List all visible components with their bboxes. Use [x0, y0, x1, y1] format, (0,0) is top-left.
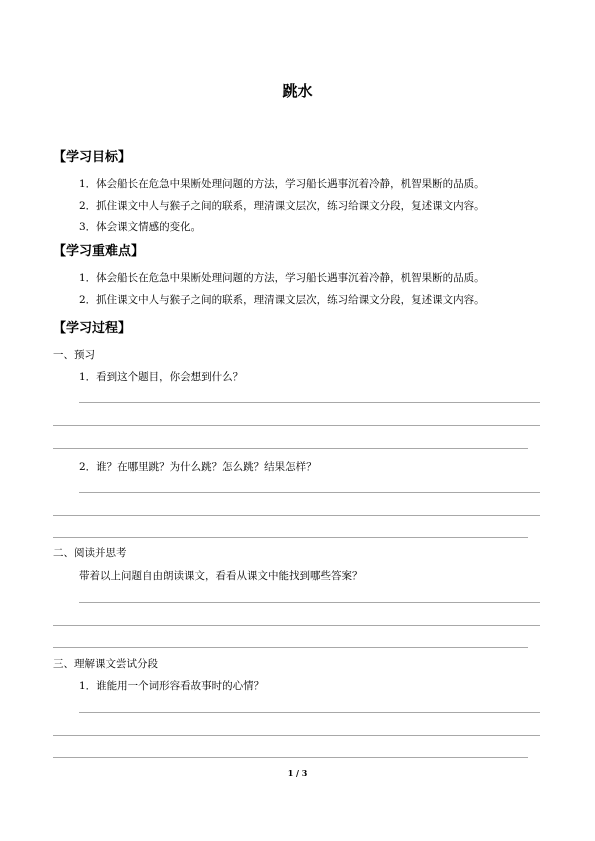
answer-line[interactable]	[53, 625, 540, 626]
answer-line[interactable]	[53, 448, 528, 449]
answer-line[interactable]	[53, 647, 528, 648]
key-points-heading: 【学习重难点】	[53, 244, 145, 259]
key-point-item-1: 1．体会船长在危急中果断处理问题的方法，学习船长遇事沉着冷静，机智果断的品质。	[79, 272, 485, 284]
objective-item-1: 1．体会船长在危急中果断处理问题的方法，学习船长遇事沉着冷静，机智果断的品质。	[79, 178, 485, 190]
section-2-label: 二、阅读并思考	[53, 547, 127, 559]
page-title: 跳水	[282, 82, 313, 100]
process-heading: 【学习过程】	[53, 321, 132, 336]
section-3-label: 三、理解课文尝试分段	[53, 658, 158, 670]
answer-line[interactable]	[53, 537, 528, 538]
section-2-text: 带着以上问题自由朗读课文，看看从课文中能找到哪些答案？	[79, 570, 363, 582]
answer-line[interactable]	[79, 402, 540, 403]
answer-line[interactable]	[79, 602, 540, 603]
objectives-heading: 【学习目标】	[53, 150, 132, 165]
answer-line[interactable]	[53, 757, 528, 758]
section-1-question-2: 2．谁？在哪里跳？为什么跳？怎么跳？结果怎样？	[79, 461, 317, 473]
answer-line[interactable]	[53, 735, 540, 736]
answer-line[interactable]	[53, 515, 540, 516]
section-3-question-1: 1．谁能用一个词形容看故事时的心情？	[79, 680, 265, 692]
section-1-label: 一、预习	[53, 349, 95, 361]
section-1-question-1: 1．看到这个题目，你会想到什么？	[79, 371, 244, 383]
page-number: 1 / 3	[287, 768, 308, 778]
objective-item-3: 3．体会课文情感的变化。	[79, 221, 202, 233]
objective-item-2: 2．抓住课文中人与猴子之间的联系，理清课文层次，练习给课文分段，复述课文内容。	[79, 200, 485, 212]
key-point-item-2: 2．抓住课文中人与猴子之间的联系，理清课文层次，练习给课文分段，复述课文内容。	[79, 294, 485, 306]
answer-line[interactable]	[53, 425, 540, 426]
answer-line[interactable]	[79, 712, 540, 713]
answer-line[interactable]	[79, 492, 540, 493]
